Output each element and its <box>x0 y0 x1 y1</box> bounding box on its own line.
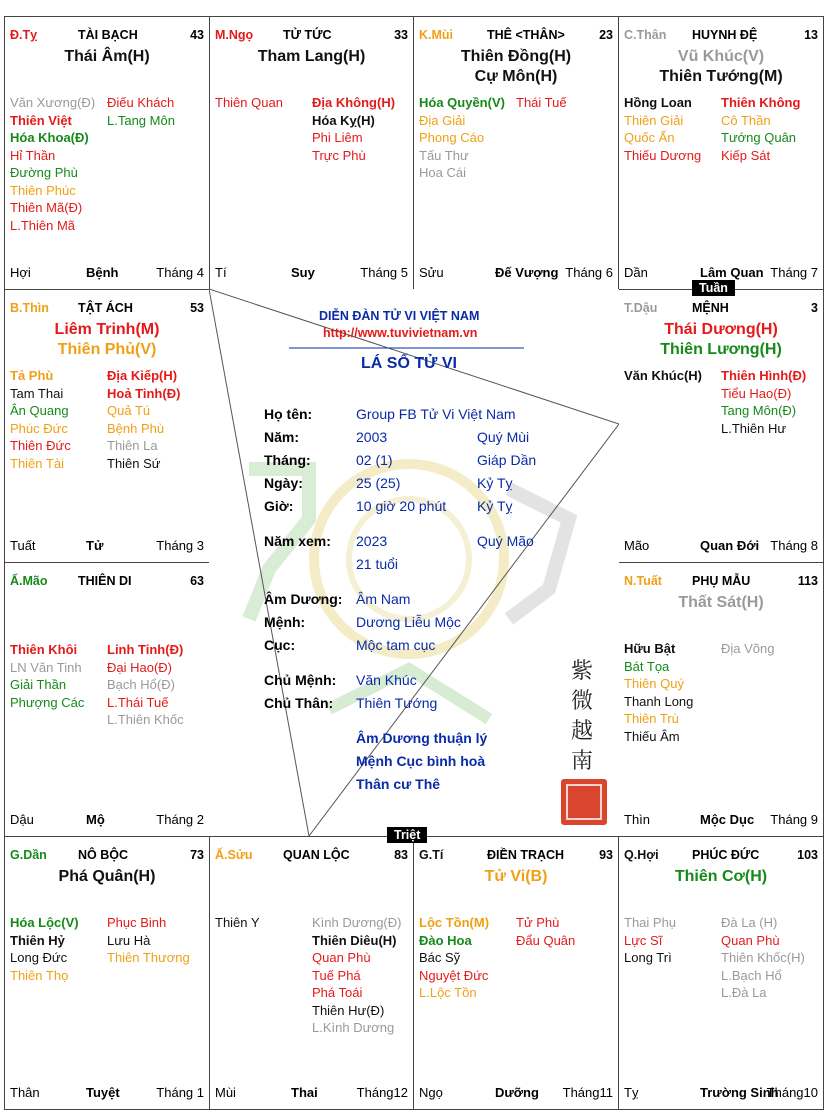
minor-star: Thiên Diêu(H) <box>312 932 397 948</box>
minor-star: Cô Thần <box>721 112 771 128</box>
main-star: Thiên Phủ(V) <box>57 341 157 358</box>
minor-stars-right <box>107 641 184 729</box>
palace-branch: Thìn <box>624 812 651 827</box>
gio-value: 10 giờ 20 phút <box>356 498 447 514</box>
palace-header <box>10 28 204 44</box>
minor-stars-right <box>721 640 774 658</box>
palace-phase: Suy <box>291 265 315 280</box>
am-duong-label: Âm Dương: <box>264 591 343 607</box>
palace-cell <box>209 836 414 1110</box>
minor-star: Thái Tuế <box>516 95 567 110</box>
minor-star: Quả Tú <box>107 403 151 418</box>
main-star: Thiên Lương(H) <box>660 341 782 358</box>
minor-star: L.Thiên Mã <box>10 217 76 233</box>
chu-menh-value: Văn Khúc <box>356 672 417 688</box>
note-than-cu: Thân cư Thê <box>356 776 441 792</box>
minor-star: Thiên Sứ <box>107 455 161 471</box>
palace-phase: Dưỡng <box>495 1085 539 1100</box>
palace-month: Tháng 1 <box>156 1085 204 1100</box>
main-stars <box>619 867 823 887</box>
minor-stars-left <box>10 914 79 984</box>
main-stars <box>5 867 209 887</box>
red-seal-stamp <box>561 779 607 825</box>
minor-star: Tướng Quân <box>721 130 797 145</box>
palace-branch: Dần <box>624 265 648 280</box>
minor-stars-right <box>107 914 190 967</box>
palace-name: TÀI BẠCH <box>78 28 138 42</box>
minor-star: Thiên Việt <box>10 112 72 128</box>
minor-star: Địa Không(H) <box>312 95 396 110</box>
minor-star: Đà La (H) <box>721 915 778 930</box>
palace-name: PHÚC ĐỨC <box>692 848 760 862</box>
minor-star: Thiên Quan <box>215 95 283 110</box>
minor-star: Thiên Khốc(H) <box>721 950 805 965</box>
chart-title: LÁ SỐ TỬ VI <box>361 355 457 372</box>
palace-phase: Tử <box>86 538 104 553</box>
minor-stars-right <box>516 94 567 112</box>
minor-star: Thiên Mã(Đ) <box>10 200 83 215</box>
minor-star: Thiên Phúc <box>10 182 76 198</box>
minor-star: Thiên Hư(Đ) <box>312 1002 385 1018</box>
minor-star: Kiếp Sát <box>721 147 771 163</box>
minor-star: Kình Dương(Đ) <box>312 915 402 930</box>
minor-stars-right <box>312 94 395 164</box>
minor-star: Thiên Thọ <box>10 967 69 983</box>
minor-star: L.Lộc Tồn <box>419 985 477 1000</box>
minor-star: Thiên Tài <box>10 455 64 471</box>
palace-phase: Quan Đới <box>700 538 760 553</box>
palace-can-chi: N.Tuất <box>624 574 662 588</box>
palace-name: MỆNH <box>692 301 729 315</box>
palace-header <box>419 848 613 864</box>
minor-star: L.Thiên Khốc <box>107 712 184 727</box>
palace-can-chi: Ấ.Sửu <box>215 848 253 862</box>
palace-name: THIÊN DI <box>78 574 132 588</box>
palace-footer <box>624 265 818 281</box>
main-star: Tham Lang(H) <box>257 48 366 65</box>
minor-star: L.Bạch Hổ <box>721 967 782 983</box>
center-info-panel <box>209 289 619 836</box>
minor-star: Điếu Khách <box>107 95 175 110</box>
chu-than-label: Chủ Thân: <box>264 695 334 711</box>
palace-can-chi: G.Dần <box>10 848 47 862</box>
minor-star: Thiếu Dương <box>624 147 702 163</box>
palace-header <box>215 848 408 864</box>
minor-star: Phá Toái <box>312 985 363 1000</box>
palace-cell <box>618 562 824 837</box>
minor-star: Thiên Khôi <box>10 642 78 657</box>
minor-star: Hóa Khoa(Đ) <box>10 130 89 145</box>
palace-branch: Thân <box>10 1085 40 1100</box>
palace-phase: Mộ <box>86 812 105 827</box>
minor-star: Thiên Y <box>215 915 260 930</box>
minor-star: Hoả Tinh(Đ) <box>107 385 181 401</box>
palace-month: Tháng 5 <box>360 265 408 280</box>
minor-star: Linh Tinh(Đ) <box>107 642 184 657</box>
am-duong-value: Âm Nam <box>356 591 411 607</box>
palace-footer <box>419 265 613 281</box>
palace-branch: Mão <box>624 538 650 553</box>
palace-phase: Bệnh <box>86 265 119 280</box>
palace-age: 13 <box>804 28 818 42</box>
palace-footer <box>624 812 818 828</box>
palace-month: Tháng 8 <box>770 538 818 553</box>
seal-char: 微 <box>571 689 594 714</box>
palace-can-chi: B.Thìn <box>10 301 49 315</box>
chu-menh-label: Chủ Mệnh: <box>264 672 337 688</box>
palace-month: Tháng 3 <box>156 538 204 553</box>
tuan-marker: Tuần <box>692 280 735 296</box>
cuc-label: Cục: <box>264 637 296 653</box>
seal-char: 越 <box>571 719 594 744</box>
minor-star: Phượng Các <box>10 694 85 710</box>
palace-phase: Trường Sinh <box>700 1085 779 1100</box>
minor-star: Hóa Lộc(V) <box>10 915 79 930</box>
palace-branch: Dậu <box>10 812 34 827</box>
palace-header <box>215 28 408 44</box>
palace-footer <box>215 1085 408 1101</box>
main-stars <box>5 320 209 360</box>
minor-star: L.Đà La <box>721 985 767 1000</box>
palace-phase: Thai <box>291 1085 318 1100</box>
minor-star: Tử Phù <box>516 915 560 930</box>
minor-star: Long Đức <box>10 950 68 965</box>
minor-star: Phi Liêm <box>312 130 363 145</box>
minor-stars-left <box>10 367 71 472</box>
vertical-seal-text <box>571 657 597 777</box>
minor-star: Tả Phù <box>10 368 54 383</box>
palace-age: 113 <box>797 574 818 588</box>
palace-footer <box>419 1085 613 1101</box>
palace-can-chi: C.Thân <box>624 28 667 42</box>
minor-star: Phong Cáo <box>419 130 485 145</box>
minor-stars-left <box>215 94 283 112</box>
palace-name: ĐIỀN TRẠCH <box>487 848 565 862</box>
main-star: Vũ Khúc(V) <box>677 48 765 65</box>
forum-url[interactable]: http://www.tuvivietnam.vn <box>323 326 478 340</box>
minor-star: Trực Phù <box>312 147 366 163</box>
palace-month: Tháng11 <box>562 1085 613 1100</box>
palace-cell <box>4 836 210 1110</box>
minor-star: Thiên La <box>107 438 158 453</box>
minor-stars-right <box>721 914 805 1002</box>
palace-month: Tháng12 <box>356 1085 408 1100</box>
main-star: Thái Âm(H) <box>64 48 150 65</box>
palace-header <box>624 574 818 590</box>
seal-char: 紫 <box>571 659 594 684</box>
palace-branch: Tuất <box>10 538 36 553</box>
palace-branch: Sửu <box>419 265 444 280</box>
main-stars <box>619 593 823 613</box>
minor-star: LN Văn Tinh <box>10 659 82 675</box>
seal-char: 南 <box>571 749 594 774</box>
minor-star: Thiên Giải <box>624 112 684 128</box>
palace-cell <box>209 16 414 290</box>
minor-star: Lộc Tồn(M) <box>419 915 490 930</box>
palace-name: PHỤ MẪU <box>692 574 751 588</box>
minor-star: Đẩu Quân <box>516 932 576 948</box>
minor-stars-left <box>10 94 95 234</box>
palace-branch: Tỵ <box>624 1085 639 1100</box>
minor-star: Giải Thần <box>10 677 67 692</box>
minor-stars-right <box>721 94 800 164</box>
thang-value: 02 (1) <box>356 452 393 468</box>
minor-star: Ân Quang <box>10 403 69 418</box>
minor-star: Thiên Trù <box>624 711 679 726</box>
minor-star: L.Thái Tuế <box>107 694 169 710</box>
minor-stars-right <box>107 367 180 472</box>
palace-branch: Tí <box>215 265 227 280</box>
minor-star: Long Trì <box>624 950 672 965</box>
palace-name: NÔ BỘC <box>78 848 128 862</box>
main-star: Thái Dương(H) <box>664 321 778 338</box>
palace-footer <box>10 1085 204 1101</box>
palace-branch: Hợi <box>10 265 31 280</box>
palace-can-chi: T.Dậu <box>624 301 658 315</box>
minor-stars-left <box>10 641 84 711</box>
palace-name: QUAN LỘC <box>283 848 350 862</box>
main-star: Thất Sát(H) <box>678 594 764 611</box>
palace-header <box>10 301 204 317</box>
palace-name: HUYNH ĐỆ <box>692 28 758 42</box>
minor-star: Thiên Đức <box>10 438 71 453</box>
palace-age: 33 <box>394 28 408 42</box>
cuc-value: Mộc tam cục <box>356 637 436 653</box>
palace-can-chi: G.Tí <box>419 848 444 862</box>
minor-star: Thiên Thương <box>107 950 190 965</box>
palace-can-chi: Đ.Tỵ <box>10 28 38 42</box>
minor-star: Địa Võng <box>721 641 775 656</box>
minor-star: Quan Phù <box>721 932 780 948</box>
palace-cell <box>4 562 210 837</box>
palace-age: 83 <box>394 848 408 862</box>
minor-stars-left <box>624 914 676 967</box>
minor-star: Phúc Đức <box>10 420 68 436</box>
main-star: Liêm Trinh(M) <box>54 321 160 338</box>
tuoi-value: 21 tuổi <box>356 556 399 572</box>
minor-star: Lực Sĩ <box>624 932 663 948</box>
palace-header <box>10 848 204 864</box>
menh-label: Mệnh: <box>264 614 306 630</box>
minor-stars-left <box>215 914 260 932</box>
forum-name: DIỄN ĐÀN TỬ VI VIỆT NAM <box>319 309 480 323</box>
palace-cell <box>4 16 210 290</box>
minor-star: Quan Phù <box>312 950 371 965</box>
nam-value: 2003 <box>356 429 388 445</box>
minor-stars-left <box>624 94 701 164</box>
palace-age: 3 <box>811 301 818 315</box>
ngay-value: 25 (25) <box>356 475 401 491</box>
minor-star: Hỉ Thần <box>10 147 56 163</box>
minor-star: Bệnh Phù <box>107 420 165 436</box>
minor-stars-left <box>624 640 693 745</box>
palace-cell <box>413 836 619 1110</box>
minor-star: Quốc Ấn <box>624 130 675 145</box>
minor-star: Tang Môn(Đ) <box>721 403 797 418</box>
minor-star: Bạch Hổ(Đ) <box>107 677 175 692</box>
minor-star: Thiên Hỷ <box>10 932 65 948</box>
minor-star: Văn Xương(Đ) <box>10 95 96 110</box>
minor-stars-right <box>516 914 575 949</box>
main-stars <box>414 867 618 887</box>
minor-star: Thiên Không <box>721 95 801 110</box>
ho-ten-label: Họ tên: <box>264 406 313 422</box>
palace-can-chi: Q.Hợi <box>624 848 659 862</box>
palace-header <box>624 848 818 864</box>
minor-star: Đại Hao(Đ) <box>107 659 173 675</box>
minor-star: Lưu Hà <box>107 932 151 948</box>
palace-branch: Mùi <box>215 1085 236 1100</box>
thang-can-chi: Giáp Dần <box>477 452 537 468</box>
minor-star: Văn Khúc(H) <box>624 368 702 383</box>
minor-stars-left <box>419 94 505 182</box>
palace-cell <box>618 836 824 1110</box>
main-star: Tử Vi(B) <box>484 868 548 885</box>
palace-phase: Mộc Dục <box>700 812 755 827</box>
palace-age: 43 <box>190 28 204 42</box>
gio-label: Giờ: <box>264 498 294 514</box>
minor-stars-right <box>721 367 806 437</box>
ngay-can-chi: Kỷ Tỵ <box>477 475 513 491</box>
thang-label: Tháng: <box>264 452 311 468</box>
palace-footer <box>10 538 204 554</box>
minor-star: Phục Binh <box>107 915 167 930</box>
main-stars <box>619 320 823 360</box>
nam-xem-label: Năm xem: <box>264 533 331 549</box>
palace-branch: Ngọ <box>419 1085 443 1100</box>
minor-star: L.Kình Dương <box>312 1020 395 1035</box>
main-star: Thiên Đồng(H) <box>460 48 572 65</box>
main-stars <box>414 47 618 87</box>
palace-age: 63 <box>190 574 204 588</box>
palace-cell <box>618 289 824 563</box>
minor-star: Thanh Long <box>624 693 694 709</box>
ngay-label: Ngày: <box>264 475 303 491</box>
palace-month: Tháng 6 <box>565 265 613 280</box>
palace-footer <box>624 1085 818 1101</box>
palace-cell <box>413 16 619 290</box>
minor-stars-right <box>312 914 401 1037</box>
main-star: Thiên Cơ(H) <box>674 868 768 885</box>
main-star: Thiên Tướng(M) <box>659 68 783 85</box>
nam-label: Năm: <box>264 429 300 445</box>
nam-xem-can-chi: Quý Mão <box>477 533 534 549</box>
palace-footer <box>10 812 204 828</box>
menh-value: Dương Liễu Mộc <box>356 614 461 630</box>
minor-star: Thiếu Âm <box>624 728 680 744</box>
palace-age: 93 <box>599 848 613 862</box>
minor-star: Tam Thai <box>10 385 64 401</box>
minor-star: Hoa Cái <box>419 165 466 180</box>
palace-age: 73 <box>190 848 204 862</box>
palace-footer <box>624 538 818 554</box>
note-am-duong: Âm Dương thuận lý <box>356 730 488 746</box>
palace-can-chi: Ấ.Mão <box>10 574 48 588</box>
minor-stars-right <box>107 94 175 129</box>
palace-month: Tháng 4 <box>156 265 204 280</box>
palace-header <box>624 28 818 44</box>
palace-age: 53 <box>190 301 204 315</box>
palace-can-chi: M.Ngọ <box>215 28 254 42</box>
palace-cell <box>4 289 210 563</box>
note-menh-cuc: Mệnh Cục bình hoà <box>356 753 486 769</box>
palace-phase: Đế Vượng <box>495 265 559 280</box>
palace-can-chi: K.Mùi <box>419 28 454 42</box>
minor-star: Bát Tọa <box>624 658 670 674</box>
minor-star: Địa Kiếp(H) <box>107 368 178 383</box>
palace-cell <box>618 16 824 290</box>
minor-star: Hóa Quyền(V) <box>419 95 505 110</box>
minor-star: Địa Giải <box>419 112 466 128</box>
minor-star: Tấu Thư <box>419 147 469 163</box>
minor-star: Đường Phù <box>10 165 78 180</box>
main-star: Cự Môn(H) <box>474 68 558 85</box>
minor-star: L.Thiên Hư <box>721 420 787 436</box>
minor-star: Nguyệt Đức <box>419 967 489 983</box>
palace-footer <box>215 265 408 281</box>
gio-can-chi: Kỷ Tỵ <box>477 498 513 514</box>
minor-star: Hóa Kỵ(H) <box>312 112 375 128</box>
palace-header <box>419 28 613 44</box>
palace-month: Tháng 7 <box>770 265 818 280</box>
minor-star: Hồng Loan <box>624 95 692 110</box>
palace-name: TỬ TỨC <box>283 28 332 42</box>
palace-header <box>10 574 204 590</box>
ho-ten-value: Group FB Tử Vi Việt Nam <box>356 406 516 422</box>
minor-star: Thiên Hình(Đ) <box>721 368 807 383</box>
minor-star: Bác Sỹ <box>419 950 461 965</box>
main-stars <box>210 47 413 67</box>
palace-footer <box>10 265 204 281</box>
minor-star: Tuế Phá <box>312 967 361 983</box>
palace-month: Tháng10 <box>766 1085 818 1100</box>
nam-xem-value: 2023 <box>356 533 388 549</box>
palace-age: 103 <box>797 848 818 862</box>
palace-age: 23 <box>599 28 613 42</box>
palace-phase: Tuyệt <box>86 1085 120 1100</box>
minor-star: Đào Hoa <box>419 932 472 948</box>
palace-phase: Lâm Quan <box>700 265 764 280</box>
minor-star: L.Tang Môn <box>107 112 175 128</box>
chu-than-value: Thiên Tướng <box>356 695 438 711</box>
palace-header <box>624 301 818 317</box>
palace-month: Tháng 9 <box>770 812 818 827</box>
minor-stars-left <box>624 367 702 385</box>
minor-star: Thiên Quý <box>624 676 684 691</box>
minor-star: Hữu Bật <box>624 641 676 656</box>
palace-month: Tháng 2 <box>156 812 204 827</box>
palace-name: THÊ <THÂN> <box>487 28 565 42</box>
nam-can-chi: Quý Mùi <box>477 429 530 445</box>
minor-stars-left <box>419 914 489 1002</box>
minor-star: Tiểu Hao(Đ) <box>721 385 792 401</box>
main-star: Phá Quân(H) <box>58 868 156 885</box>
main-stars <box>5 47 209 67</box>
triet-marker: Triệt <box>387 827 427 843</box>
main-stars <box>619 47 823 87</box>
palace-name: TẬT ÁCH <box>78 301 133 315</box>
minor-star: Thai Phụ <box>624 915 677 930</box>
